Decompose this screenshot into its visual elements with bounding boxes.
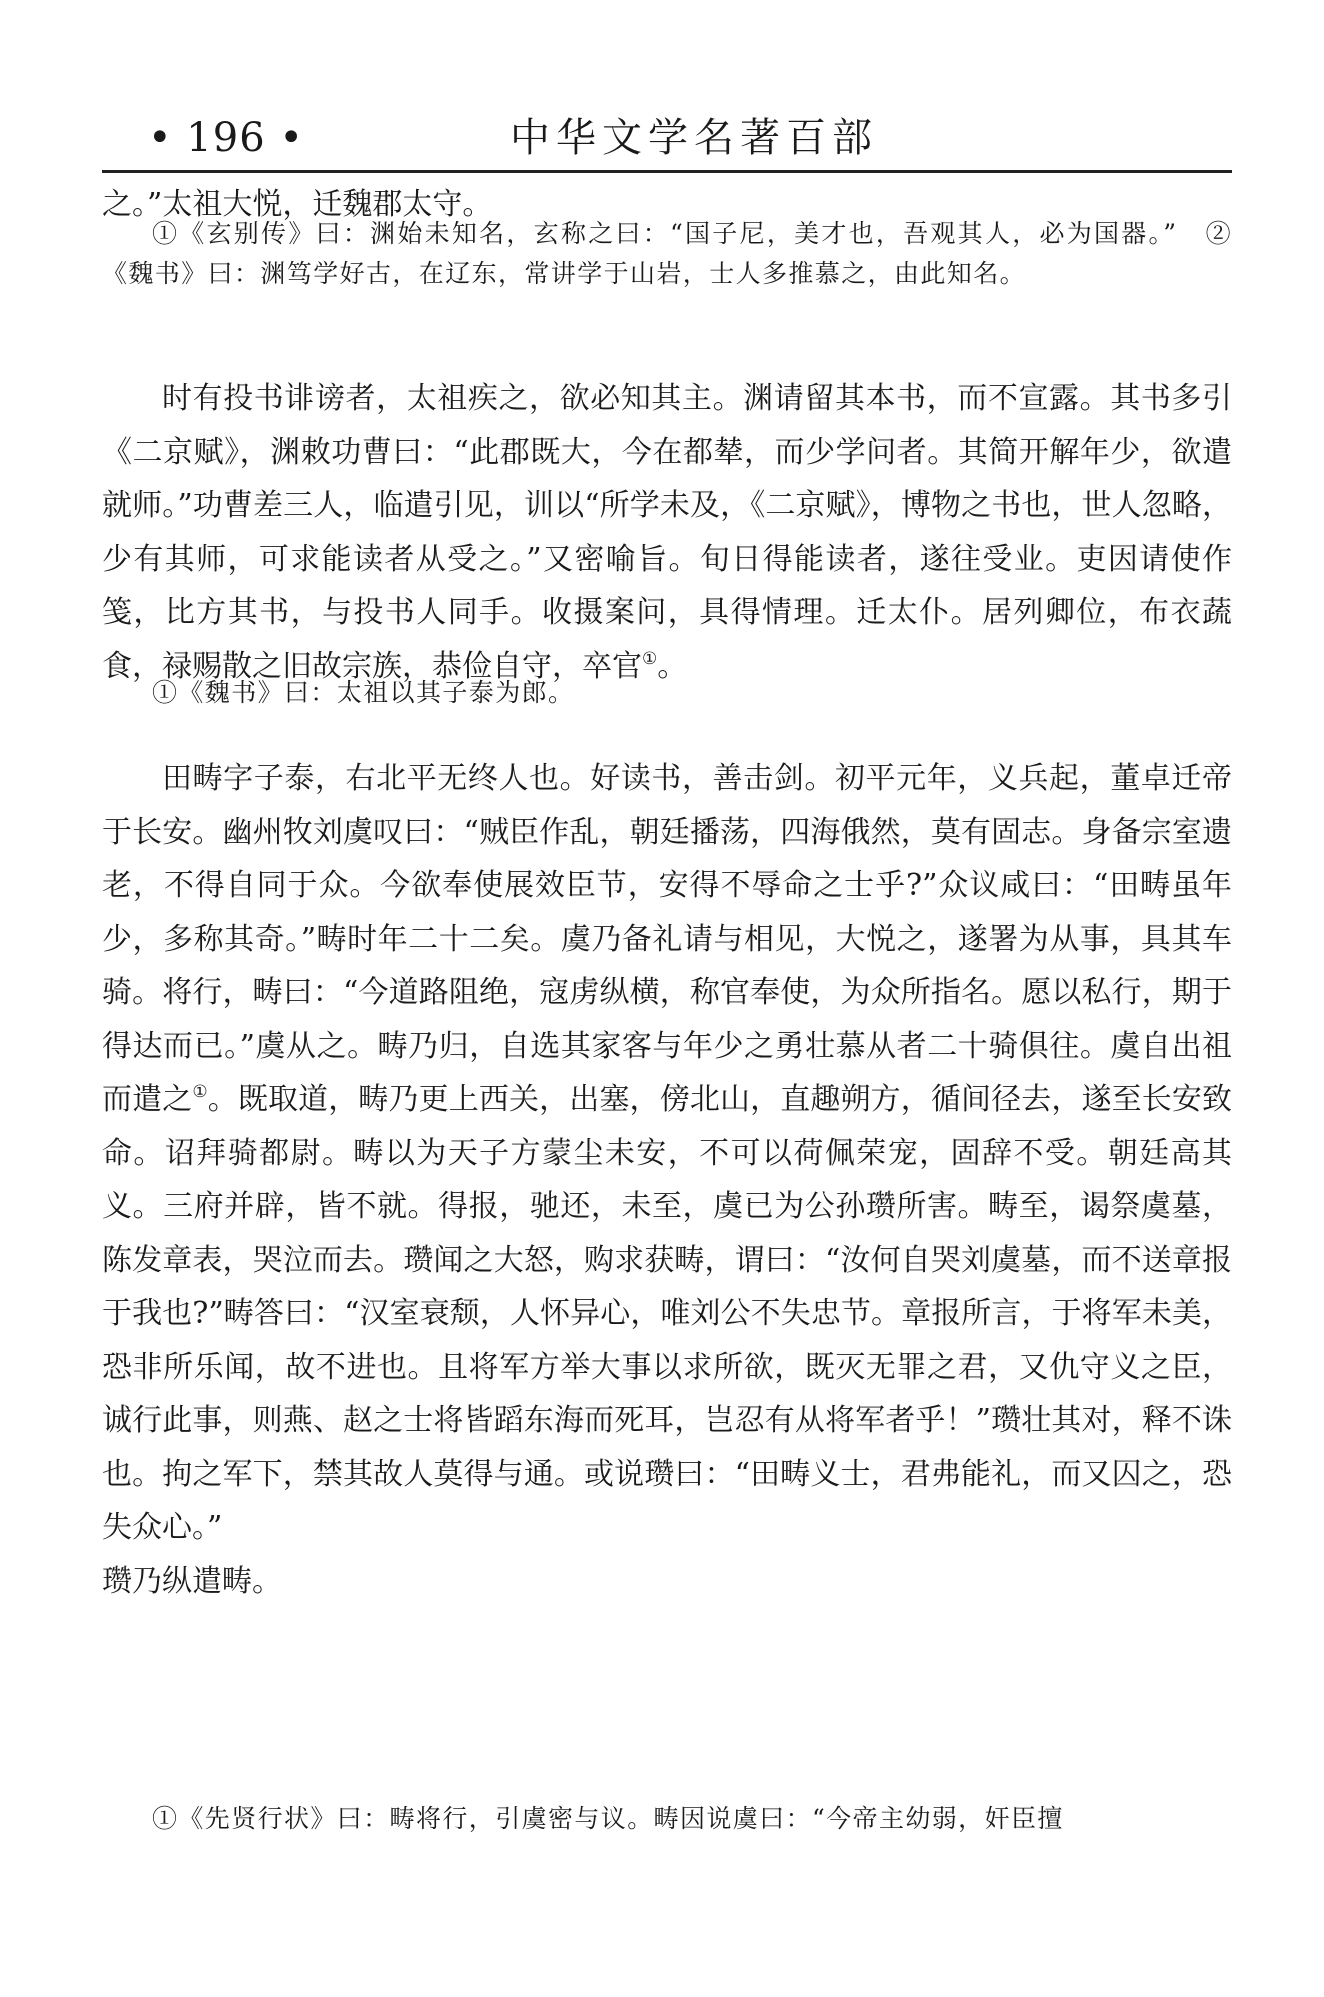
footnote-marker: ① (642, 648, 658, 669)
paragraph-body: 田畴字子泰，右北平无终人也。好读书，善击剑。初平元年，义兵起，董卓迁帝于长安。幽州牧刘虞叹曰：“贼臣作乱，朝廷播荡，四海俄然，莫有固志。身备宗室遗老，不得自同于众。今欲奉使展效臣节，安得不辱命之士乎?”众议咸曰：“田畴虽年少，多称其奇。”畴时年二十二矣。虞乃备礼请与相见，大悦之，遂署为从事，具其车骑。将行，畴曰：“今道路阻绝，寇虏纵横，称官奉使，为众所指名。愿以私行，期于得达而已。”虞从之。畴乃归，自选其家客与年少之勇壮慕从者二十骑俱往。虞自出祖而遣之 (102, 761, 1232, 1117)
footnote-2 (102, 673, 1232, 713)
footnote-text: ①《魏书》曰：太祖以其子泰为郎。 (152, 678, 575, 707)
footnote-text: ①《先贤行状》曰：畴将行，引虞密与议。畴因说虞曰：“今帝主幼弱，奸臣擅 (152, 1804, 1064, 1833)
paragraph-last-line: 瓒乃纵遣畴。 (102, 1563, 282, 1599)
footnote-text: ①《玄别传》曰：渊始未知名，玄称之曰：“国子尼，美才也，吾观其人，必为国器。” ②《魏书》曰：渊笃学好古，在辽东，常讲学于山岩，士人多推慕之，由此知名。 (102, 219, 1232, 288)
paragraph-end: 。 (657, 648, 688, 684)
footnote-marker: ① (192, 1082, 208, 1102)
paragraph-text: 之。”太祖大悦，迁魏郡太守。 (102, 187, 493, 222)
book-title: 中华文学名著百部 (510, 115, 878, 161)
paragraph-body: 时有投书诽谤者，太祖疾之，欲必知其主。渊请留其本书，而不宣露。其书多引《二京赋》，渊敕功曹曰：“此郡既大，今在都辇，而少学问者。其简开解年少，欲遣就师。”功曹差三人，临遣引见，训以“所学未及，《二京赋》，博物之书也，世人忽略，少有其师，可求能读者从受之。”又密喻旨。旬日得能读者，遂往受业。吏因请使作笺，比方其书，与投书人同手。收摄案问，具得情理。迁太仆。居列卿位，布衣蔬食，禄赐散之旧故宗族，恭俭自守，卒官 (102, 381, 1232, 684)
footnote-3 (102, 1799, 1232, 1839)
paragraph-text (102, 752, 1232, 1555)
page-number: • 196 • (148, 115, 304, 161)
footnote-1 (102, 214, 1232, 294)
paragraph-1 (102, 372, 1232, 693)
paragraph-text (102, 372, 1232, 693)
paragraph-2 (102, 752, 1232, 1608)
header-rule (102, 170, 1232, 173)
paragraph-body-cont: 。既取道，畴乃更上西关，出塞，傍北山，直趣朔方，循间径去，遂至长安致命。诏拜骑都尉。畴以为天子方蒙尘未安，不可以荷佩荣宠，固辞不受。朝廷高其义。三府并辟，皆不就。得报，驰还，未至，虞已为公孙瓒所害。畴至，谒祭虞墓，陈发章表，哭泣而去。瓒闻之大怒，购求获畴，谓曰：“汝何自哭刘虞墓，而不送章报于我也?”畴答曰：“汉室衰颓，人怀异心，唯刘公不失忠节。章报所言，于将军未美，恐非所乐闻，故不进也。且将军方举大事以求所欲，既灭无罪之君，又仇守义之臣，诚行此事，则燕、赵之士将皆蹈东海而死耳，岂忍有从将军者乎！”瓒壮其对，释不诛也。拘之军下，禁其故人莫得与通。或说瓒曰：“田畴义士，君弗能礼，而又囚之，恐失众心。” (102, 1082, 1233, 1545)
running-header (102, 108, 1232, 168)
